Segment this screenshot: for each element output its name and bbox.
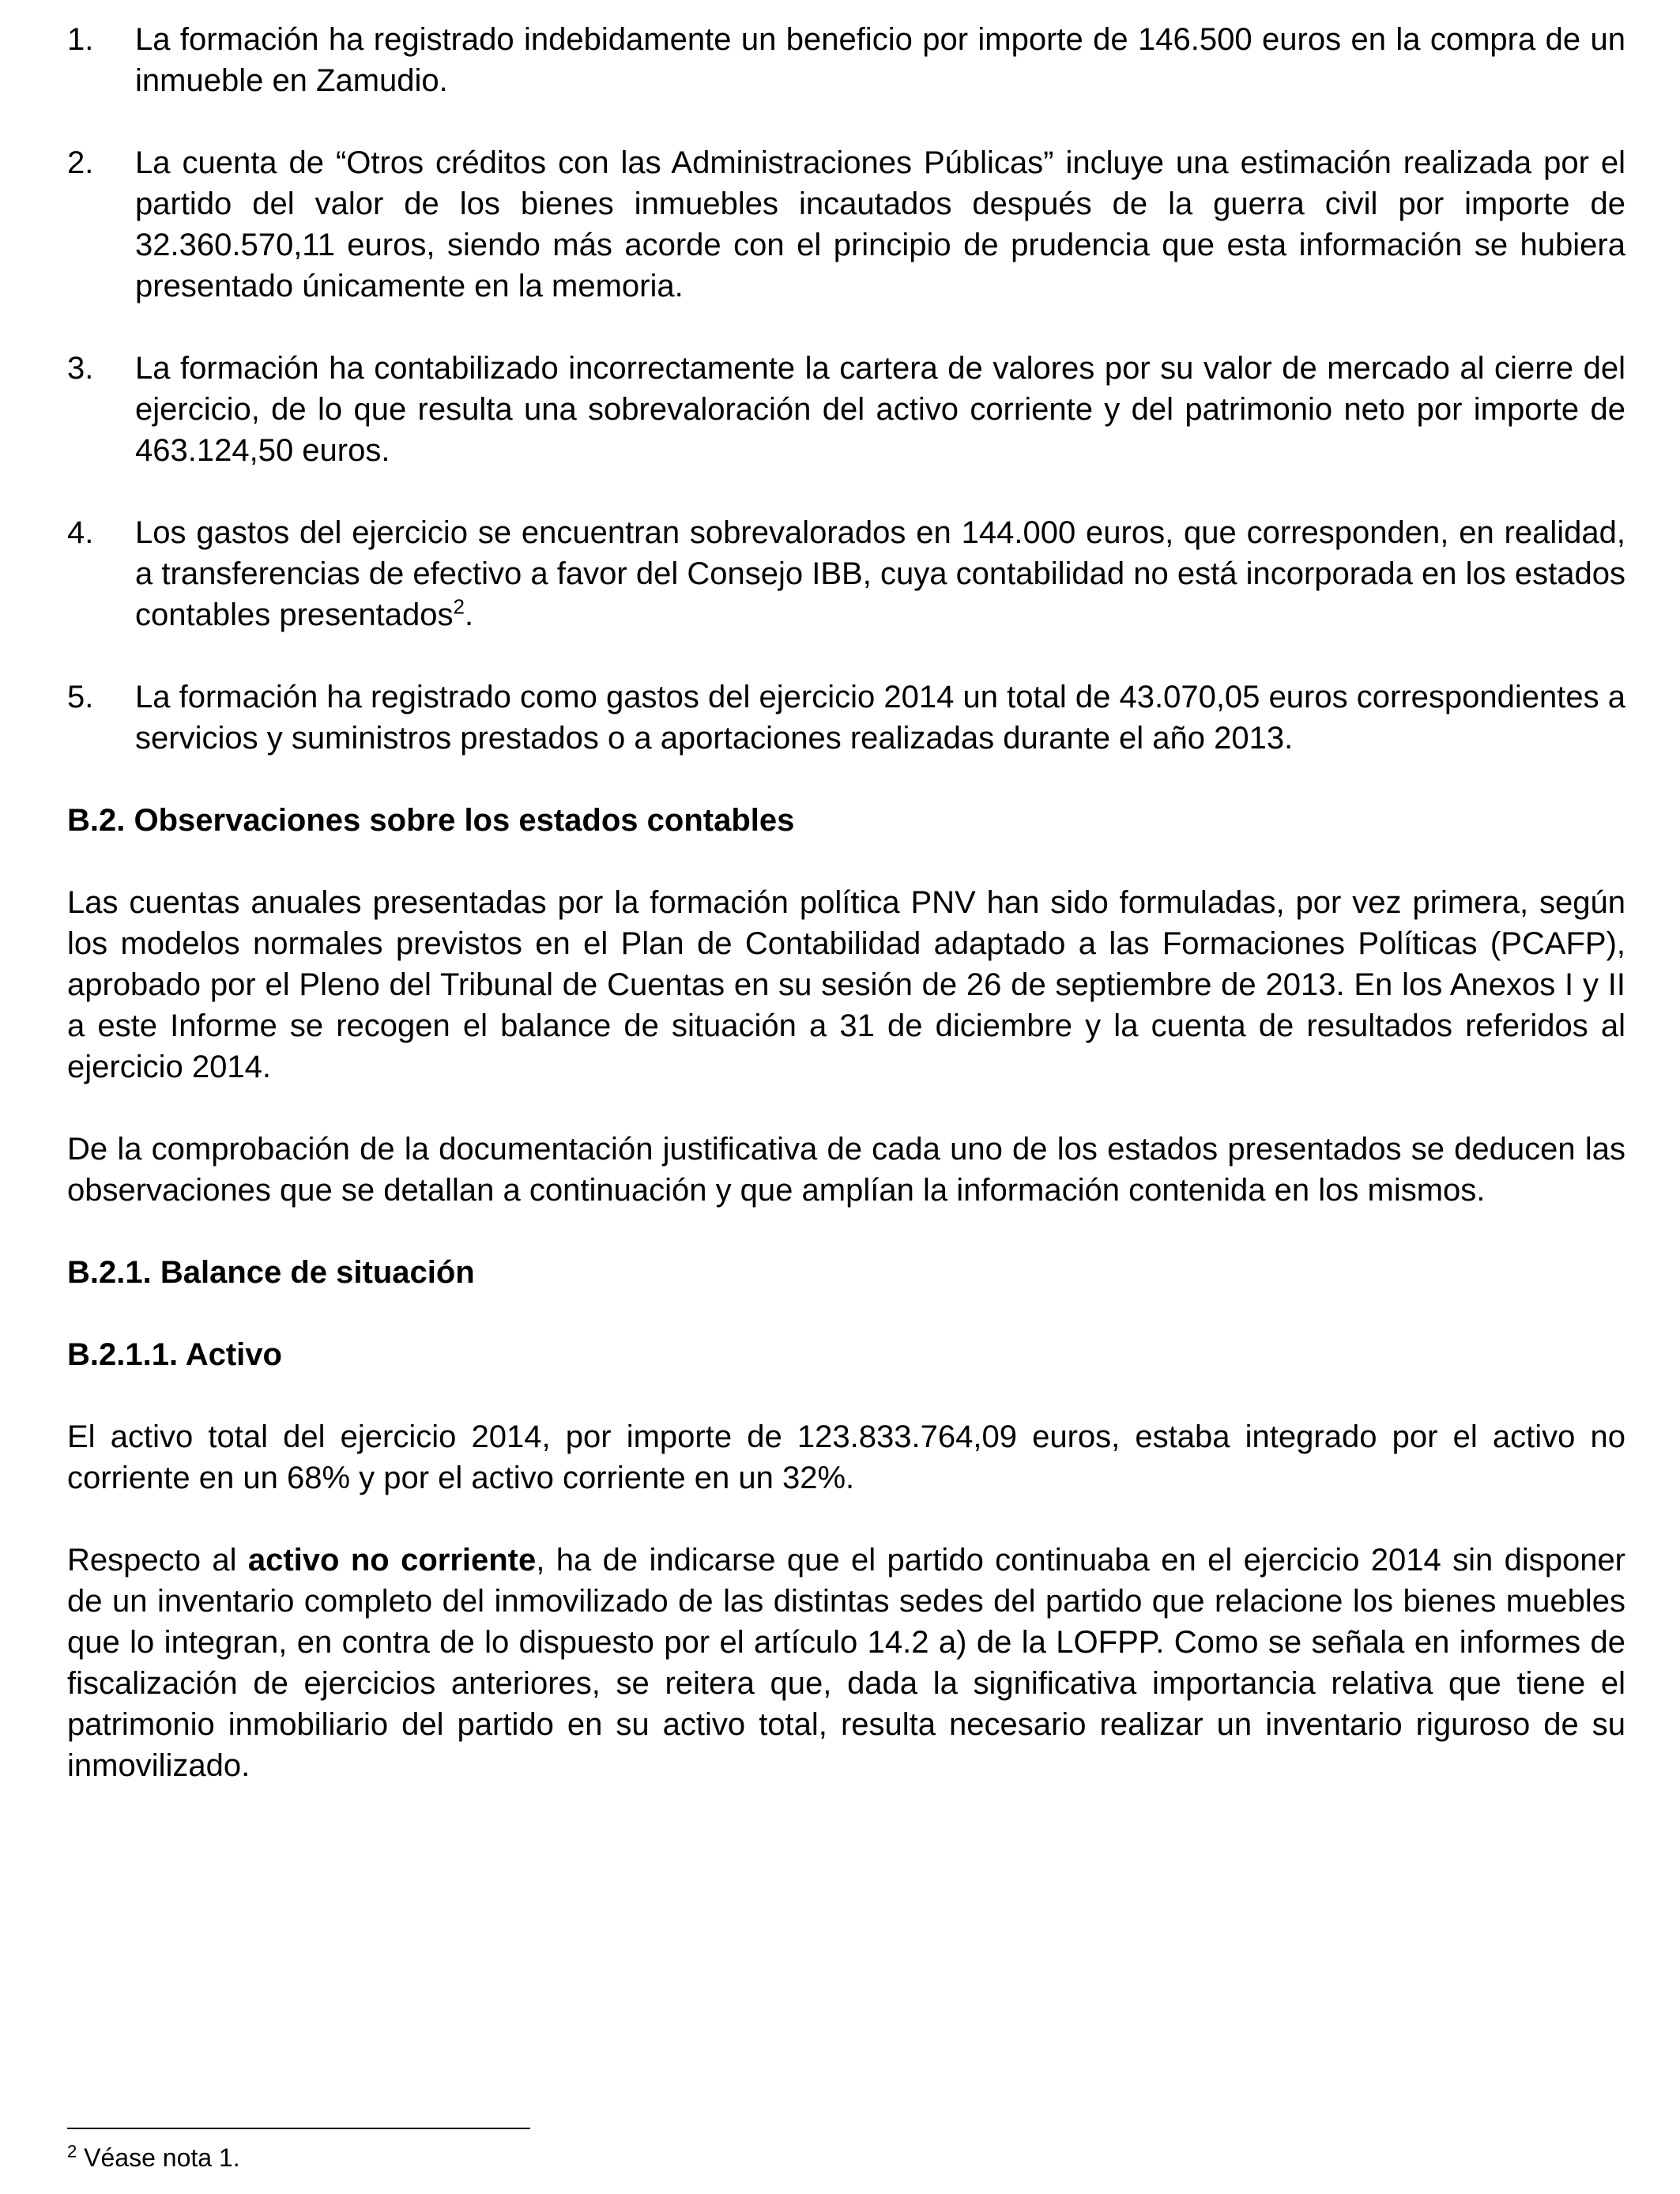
section-heading-b2: B.2. Observaciones sobre los estados contables	[67, 803, 795, 838]
paragraph: De la comprobación de la documentación justificativa de cada uno de los estados presentados se deducen las observaciones que se detallan a continuación y que amplían la información contenida en los mismos.	[67, 1132, 1625, 1208]
footnote	[67, 2140, 240, 2175]
list-item	[67, 142, 1625, 307]
document-page	[67, 19, 1625, 1827]
footnote-reference[interactable]: 2	[453, 594, 465, 619]
paragraph-text: Respecto al	[67, 1543, 248, 1578]
paragraph: Las cuentas anuales presentadas por la formación política PNV han sido formuladas, por vez primera, según los modelos normales previstos en el Plan de Contabilidad adaptado a las Formaciones Políticas (PCAFP), aprobado por el Pleno del Tribunal de Cuentas en su sesión de 26 de septiembre de 2013. En los Anexos I y II a este Informe se recogen el balance de situación a 31 de diciembre y la cuenta de resultados referidos al ejercicio 2014.	[67, 885, 1625, 1084]
list-item	[67, 348, 1625, 471]
list-item-text-end: .	[464, 598, 474, 632]
list-item	[67, 512, 1625, 635]
list-item-number: 2.	[67, 145, 94, 180]
bold-term: activo no corriente	[247, 1543, 537, 1578]
list-item-text: La formación ha registrado como gastos del ejercicio 2014 un total de 43.070,05 euros correspondientes a servicios y suministros prestados o a aportaciones realizadas durante el año 2013.	[135, 680, 1625, 756]
list-item	[67, 19, 1625, 101]
paragraph-text: , ha de indicarse que el partido continuaba en el ejercicio 2014 sin disponer de un inventario completo del inmovilizado de las distintas sedes del partido que relacione los bienes muebles que lo integran, en contra de lo dispuesto por el artículo 14.2 a) de la LOFPP. Como se señala en informes de fiscalización de ejercicios anteriores, se reitera que, dada la significativa importancia relativa que tiene el patrimonio inmobiliario del partido en su activo total, resulta necesario realizar un inventario riguroso de su inmovilizado.	[67, 1543, 1626, 1783]
footnote-divider	[67, 2128, 530, 2129]
list-item-text: Los gastos del ejercicio se encuentran sobrevalorados en 144.000 euros, que corresponden, en realidad, a transferencias de efectivo a favor del Consejo IBB, cuya contabilidad no está incorporada en los estados contables presentados	[135, 515, 1625, 632]
list-item-number: 1.	[67, 22, 94, 57]
list-item-text: La formación ha contabilizado incorrectamente la cartera de valores por su valor de mercado al cierre del ejercicio, de lo que resulta una sobrevaloración del activo corriente y del patrimonio neto por importe de 463.124,50 euros.	[135, 351, 1625, 468]
list-item-number: 3.	[67, 351, 94, 386]
paragraph	[67, 1540, 1625, 1786]
section-heading-b21: B.2.1. Balance de situación	[67, 1255, 475, 1290]
paragraph: El activo total del ejercicio 2014, por importe de 123.833.764,09 euros, estaba integrado por el activo no corriente en un 68% y por el activo corriente en un 32%.	[67, 1419, 1625, 1495]
list-item-text: La formación ha registrado indebidamente un beneficio por importe de 146.500 euros en la compra de un inmueble en Zamudio.	[135, 22, 1625, 98]
list-item	[67, 677, 1625, 759]
list-item-number: 5.	[67, 680, 94, 714]
footnote-text: Véase nota 1.	[77, 2143, 240, 2172]
section-heading-b211: B.2.1.1. Activo	[67, 1337, 282, 1372]
list-item-text: La cuenta de “Otros créditos con las Administraciones Públicas” incluye una estimación realizada por el partido del valor de los bienes inmuebles incautados después de la guerra civil por importe de 32.360.570,11 euros, siendo más acorde con el principio de prudencia que esta información se hubiera presentado únicamente en la memoria.	[135, 145, 1625, 303]
list-item-number: 4.	[67, 515, 94, 550]
numbered-list	[67, 19, 1625, 759]
footnote-number: 2	[67, 2141, 77, 2162]
